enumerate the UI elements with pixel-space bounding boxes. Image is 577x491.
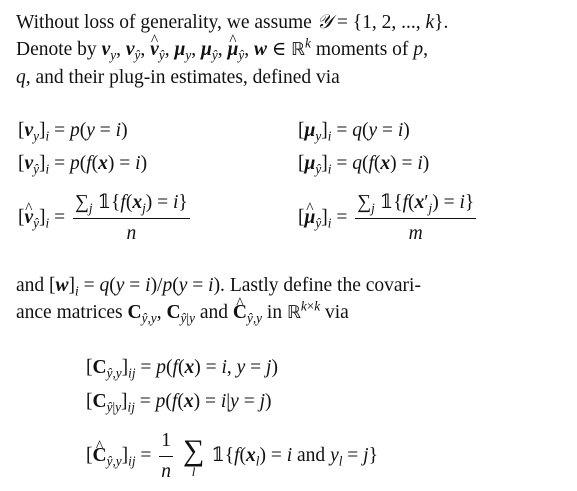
intro-line-3: q, and their plug-in estimates, defined via: [16, 67, 340, 88]
nuhat-fraction: $\frac{\sum_j 𝟙\{f(x_j) = i\}}{n}$: [74, 192, 188, 244]
def-cov-cond: $[C_{ŷ|y}]_{ij} = p(f(x) = i|y = j)$: [86, 391, 272, 415]
label-set-math: 𝒴 = {1, 2, ..., k}.: [316, 10, 449, 33]
intro-line-2: Denote by $\nu_y$, $\nu_ŷ$, ^ $\nu_ŷ$, $\mu_y$, $\mu_ŷ$, ^ $\mu_ŷ$, w ∈ ℝ$^k$ moments of p,: [16, 36, 564, 64]
def-nuhat: [^ $\nu_ŷ]_i$ = $\frac{\sum_j 𝟙\{f(x_j) = i\}}{n}$: [18, 190, 193, 247]
def-nu-yhat: $[\nu_ŷ]_i = p(f(x) = i)$: [18, 153, 148, 177]
intro-paragraph: [16, 8, 564, 91]
def-mu-yhat: $[\mu_ŷ]_i = q(f(x) = i)$: [298, 153, 430, 177]
cov-hat-fraction: $\frac{1}{n}$: [161, 430, 172, 482]
mid-paragraph: [16, 272, 564, 327]
mid-line-1: and $[w]_i = q(y = i)/p(y = i)$. Lastly define the covari-: [16, 275, 421, 299]
intro-line-1: [16, 8, 564, 36]
def-muhat: [^ $\mu_ŷ]_i$ = $\frac{\sum_j 𝟙\{f(x'_j) = i\}}{m}$: [298, 190, 479, 247]
sum-symbol: ∑ l: [182, 433, 205, 479]
def-cov-hat: [^ $C_{ŷ,y}]_{ij}$ = $\frac{1}{n}$ ∑ l $𝟙\{f(x_l) = i$ and $y_l = j$}: [86, 428, 378, 485]
intro-text-1: Without loss of generality, we assume: [16, 12, 312, 33]
muhat-fraction: $\frac{\sum_j 𝟙\{f(x'_j) = i\}}{m}$: [357, 192, 475, 244]
def-cov-joint: $[C_{ŷ,y}]_{ij} = p(f(x) = i$, y = j): [86, 357, 278, 381]
def-mu-y: $[\mu_y]_i = q(y = i)$: [298, 120, 410, 144]
def-nu-y: $[\nu_y]_i = p(y = i)$: [18, 120, 128, 144]
mid-line-2: ance matrices $C_{ŷ,y}$, $C_{ŷ|y}$ and ^ $C_{ŷ,y}$ in ℝ$^{k\times k}$ via: [16, 299, 564, 327]
